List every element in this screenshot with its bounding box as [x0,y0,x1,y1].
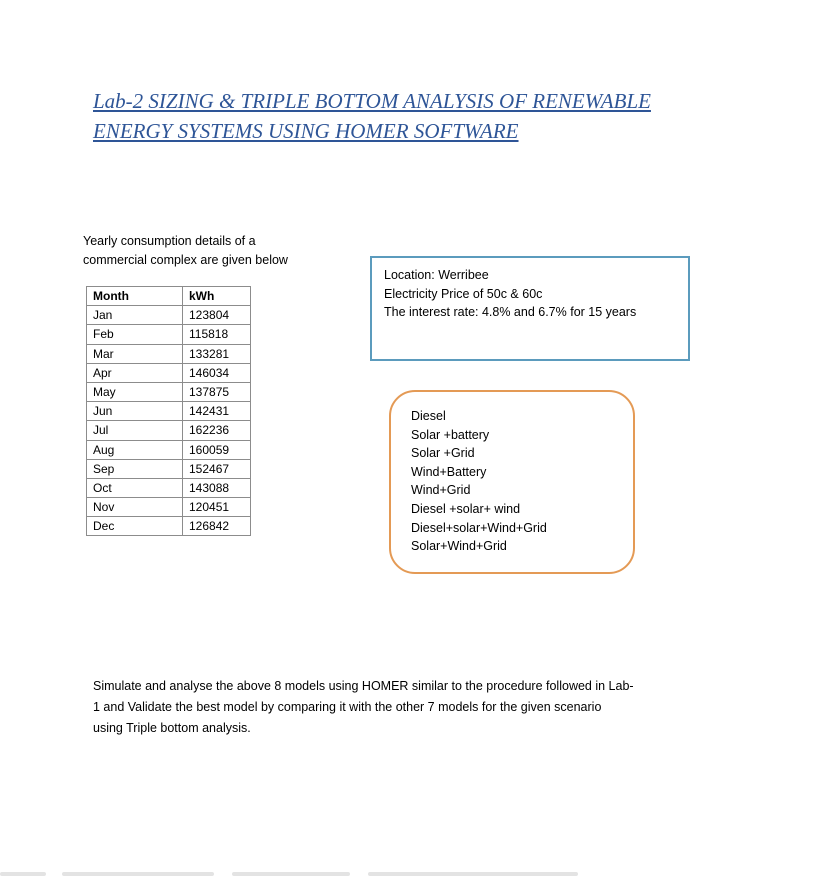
model-item: Diesel +solar+ wind [411,501,521,516]
month-header: Month [87,287,183,306]
kwh-cell: 142431 [183,402,251,421]
instructions-line-2: 1 and Validate the best model by comparing it with the other 7 models for the given scenario [93,700,602,714]
models-list-box [389,390,635,574]
kwh-cell: 143088 [183,478,251,497]
model-item: Diesel [411,409,446,423]
kwh-cell: 152467 [183,459,251,478]
kwh-cell: 126842 [183,517,251,536]
intro-line-2: commercial complex are given below [83,253,288,267]
month-cell: Aug [87,440,183,459]
scenario-info-box [370,256,690,361]
table-row [87,382,251,401]
table-row [87,363,251,382]
document-title [93,86,733,146]
intro-text [83,232,333,270]
kwh-cell: 162236 [183,421,251,440]
bottom-scroll-segment [232,872,350,876]
month-cell: Apr [87,363,183,382]
kwh-cell: 133281 [183,344,251,363]
kwh-cell: 123804 [183,306,251,325]
interest-rate-text: The interest rate: 4.8% and 6.7% for 15 years [384,305,637,319]
electricity-price-text: Electricity Price of 50c & 60c [384,286,543,301]
consumption-table [86,286,251,536]
model-item: Solar +Grid [411,446,475,461]
month-cell: Feb [87,325,183,344]
kwh-header: kWh [183,287,251,306]
instructions-line-1: Simulate and analyse the above 8 models using HOMER similar to the procedure followed in Lab- [93,679,634,693]
instructions-line-3: using Triple bottom analysis. [93,721,251,735]
kwh-cell: 160059 [183,440,251,459]
table-row [87,517,251,536]
month-cell: Jun [87,402,183,421]
kwh-cell: 120451 [183,498,251,517]
title-line-2: ENERGY SYSTEMS USING HOMER SOFTWARE [93,119,519,143]
intro-line-1: Yearly consumption details of a [83,234,256,248]
model-item: Diesel+solar+Wind+Grid [411,520,547,535]
table-row [87,325,251,344]
month-cell: Mar [87,344,183,363]
kwh-cell: 115818 [183,325,251,344]
model-item: Solar +battery [411,427,490,442]
bottom-scroll-segment [368,872,578,876]
kwh-cell: 137875 [183,382,251,401]
kwh-cell: 146034 [183,363,251,382]
table-row [87,402,251,421]
model-item: Wind+Battery [411,464,487,479]
table-row [87,344,251,363]
table-row [87,478,251,497]
table-row [87,306,251,325]
bottom-scroll-segment [0,872,46,876]
model-item: Solar+Wind+Grid [411,539,507,554]
model-item: Wind+Grid [411,483,471,498]
title-line-1: Lab-2 SIZING & TRIPLE BOTTOM ANALYSIS OF RENEWABLE [93,89,651,113]
month-cell: Sep [87,459,183,478]
month-cell: Oct [87,478,183,497]
month-cell: May [87,382,183,401]
month-cell: Jan [87,306,183,325]
table-header-row [87,287,251,306]
instructions-paragraph [93,676,733,739]
month-cell: Jul [87,421,183,440]
table-row [87,459,251,478]
table-row [87,440,251,459]
month-cell: Nov [87,498,183,517]
bottom-scroll-segment [62,872,214,876]
month-cell: Dec [87,517,183,536]
table-row [87,421,251,440]
location-text: Location: Werribee [384,268,489,282]
table-row [87,498,251,517]
